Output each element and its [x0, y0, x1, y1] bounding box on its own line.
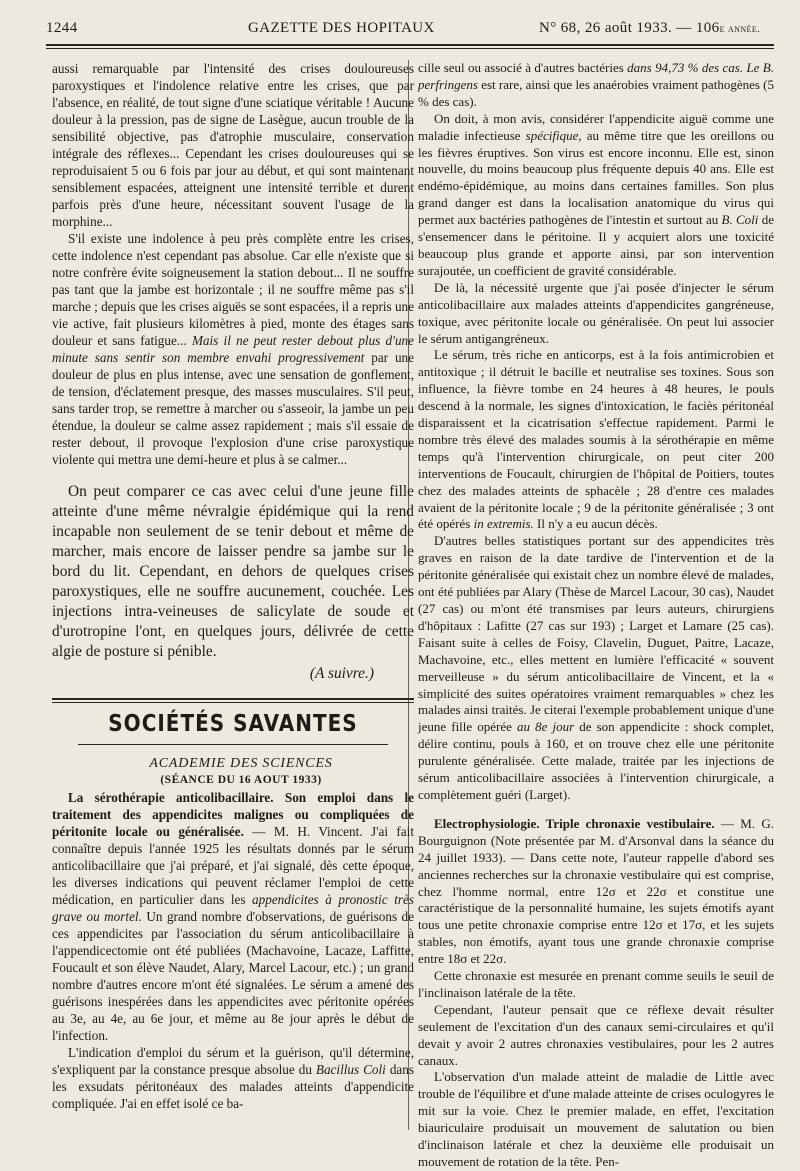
paragraph — [418, 60, 774, 111]
paragraph: Cependant, l'auteur pensait que ce réflexe devait résulter seulement de l'excitation d'un des canaux semi-circulaires et qu'il devait y avoir 2 autres chronaxies vestibulaires, pour les 2 autres canaux. — [418, 1001, 774, 1068]
right-column — [418, 60, 774, 1171]
text-run: S'il existe une indolence à peu près complète entre les crises, cette indolence n'est cependant pas absolue. Car elle n'existe que si notre confrère évite soigneusement la station debout... Il ne souffre pas tant que la jambe est horizontale ; il ne souffre même pas s'il marche ; depuis que les crises aiguës se sont espacées, il a repris une vie active, fait plusieurs kilomètres à pied, monte des étages sans douleur et sans fatigue... — [52, 231, 414, 348]
article-title: La sérothérapie anticolibacillaire. Son emploi dans le traitement des appendicites malignes ou compliquées de péritonite locale ou généralisée. — [52, 790, 414, 839]
italic-run: dans 94,73 % des cas. Le B. perfringens — [418, 60, 774, 92]
article-author: — M. H. Vincent. — [243, 824, 363, 839]
paragraph: De là, la nécessité urgente que j'ai posée d'injecter le sérum anticolibacillaire aux malades atteints d'appendicites gangréneuse, toxique, avec péritonite locale ou généralisée. On peut lui associer le sérum antigangréneux. — [418, 279, 774, 346]
issue-info — [539, 20, 760, 37]
text-run: Le sérum, très riche en anticorps, est à la fois antimicrobien et antitoxique ; il détruit le bacille et neutralise ses toxines. Sous son influence, la fièvre tombe en 24 heures à 48 heures, le pouls descend à la normale, les signes d'intoxication, le faciès péritonéal disparaissent et la cicatrisation s'effectue rapidement. Parmi le nombre très élevé des malades soumis à la sérothérapie en même temps qu'à l'intervention chirurgicale, on peut citer 200 interventions de Foucault, chirurgien de l'hôpital de Poitiers, toutes chez des malades atteints de sphacèle ; 28 d'entre ces malades avaient de la péritonite locale ; 9 de la péritonite généralisée ; 3 ont été opérés — [418, 347, 774, 532]
paragraph — [52, 789, 414, 1044]
header-rule-thin — [46, 48, 774, 49]
text-run: L'indication d'emploi du sérum et la guérison, qu'il détermine, s'expliquent par la constance presque absolue du — [52, 1045, 414, 1077]
paragraph — [52, 1044, 414, 1112]
italic-run: spécifique — [525, 127, 579, 143]
text-run: On doit, à mon avis, considérer l'appendicite aiguë comme une maladie infectieuse — [418, 110, 774, 143]
italic-run: B. Coli — [721, 212, 759, 228]
academy-rule — [78, 744, 388, 745]
issue-text: N° 68, 26 août 1933. — 106 — [539, 20, 720, 36]
issue-year-suffix: e année. — [719, 23, 761, 35]
to-follow-note: (A suivre.) — [309, 665, 374, 682]
text-run: de s'ensemencer dans le péritoine. Il y acquiert alors une toxicité beaucoup plus grande et apporte ainsi, par son intervention surajoutée, un coefficient de gravité considérable. — [418, 212, 774, 278]
text-run: cille seul ou associé à d'autres bactéries — [418, 60, 628, 75]
paragraph: Cette chronaxie est mesurée en prenant comme seuils le seuil de l'inclinaison latérale de la tête. — [418, 968, 774, 1000]
text-run: Il n'y a eu aucun décès. — [533, 516, 658, 532]
text-run: dans les exsudats péritonéaux des malades atteints d'appendicite compliquée. J'ai en effet isolé ce ba- — [52, 1062, 414, 1111]
page-header — [46, 20, 774, 42]
section-title: SOCIÉTÉS SAVANTES — [108, 709, 358, 737]
text-run: (Note présentée par M. d'Arsonval dans la séance du 24 juillet 1933). — Dans cette note, l'auteur rappelle d'abord ses anciennes recherches sur la chronaxie vestibulaire qui est comprise, chez l'homme normal, entre 12σ et 22σ et constitue une caractéristique de la personnalité humaine, les sujets émotifs ayant tous une petite chronaxie comprise entre 12σ et 17σ, et les sujets stables, non émotifs, ayant tous une grande chronaxie comprise entre 18σ et 22σ. — [418, 832, 774, 967]
italic-run: Mais il ne peut rester debout plus d'une minute sans sentir son membre envahi progressivement — [52, 333, 414, 365]
italic-run: au 8e jour — [517, 719, 575, 735]
section-rule — [52, 698, 414, 700]
paragraph — [52, 230, 414, 468]
page-number: 1244 — [46, 20, 78, 36]
paragraph-large: On peut comparer ce cas avec celui d'une jeune fille atteinte d'une même névralgie épidémique qui la rend incapable non seulement de se tenir debout et même de marcher, mais encore de laisser pendre sa jambe sur le bord du lit. Cependant, en dehors de quelques crises paroxystiques, elle ne souffre aucunement, couchée. Les injections intra-veineuses de salicylate de soude et d'urotropine l'ont, en quelques jours, délivrée de cette algie de posture si pénible. — [52, 483, 414, 660]
text-run: par une douleur de plus en plus intense, avec une sensation de gonflement, de tension, d'éclatement presque, des masses musculaires. S'il peut, sans tarder trop, se remettre à marcher ou s'asseoir, la jambe un peu étendue, la douleur se calme assez rapidement ; mais s'il essaie de rester debout, il provoque l'explosion d'une crise paroxystique violente qui mettra une demi-heure et plus à se calmer... — [52, 350, 414, 467]
paragraph — [418, 347, 774, 533]
italic-run: in extremis. — [473, 516, 534, 532]
paragraph: aussi remarquable par l'intensité des crises douloureuses paroxystiques et l'indolence relative entre les crises, que par l'absence, en réalité, de tout signe d'une sciatique véritable ! Aucune douleur à la pression, pas de signe de Lasègue, aucun trouble de la sensibilité objective, pas d'atrophie musculaire, conservation intégrale des réflexes... Cependant les crises douloureuses qui se reproduisaient 5 ou 6 fois par jour au début, et qui sont maintenant sensiblement espacées, atteignent une intensité terrible et durent parfois près d'une heure, nécessitant souvent l'usage de la morphine... — [52, 61, 414, 229]
paragraph — [418, 533, 774, 804]
section-rule-thin — [52, 702, 414, 703]
text-run: , au même titre que les oreillons ou les fièvres éruptives. Son virus est encore inconnu. Elle est, sinon nouvelle, du moins beaucoup plus fréquente depuis 40 ans. Elle est endémo-épidémique, au moins dans certaines familles. Son plus grand danger est dans la localisation anatomique du virus qui permet aux bactéries pathogènes de l'intestin et surtout au — [418, 127, 774, 228]
text-run: est rare, ainsi que les anaérobies vraiment pathogènes (5 % des cas). — [418, 76, 774, 109]
article-author: — M. G. Bourguignon — [418, 815, 775, 848]
text-run: J'ai fait connaître depuis l'année 1925 les résultats donnés par le sérum anticolibacillaire que j'ai préparé, et j'ai signalé, dès cette époque, les diverses indications qui peuvent réclamer l'emploi de cette médication, en particulier dans les — [52, 824, 414, 907]
text-run: Un grand nombre d'observations, de guérisons de ces appendicites par l'association du sérum anticolibacillaire à l'appendicectomie ont été publiées (Machavoine, Lacaze, Laffitte, Foucault et son élève Naudet, Alary, Marcel Lacour, etc.) ; un grand nombre d'autres encore m'ont été signalées. Le sérum a amené des guérisons inespérées dans les appendicites avec péritonite opérées au 3e, au 4e, au 6e jour, et même au 8e jour après le début de l'infection. — [52, 909, 414, 1043]
text-run: de son appendicite : shock complet, délire continu, pouls à 160, et on trouve chez elle une péritonite purulente généralisée. Cette malade, traitée par les injections de sérum anticolibacillaire associées à l'intervention chirurgicale, a complètement guéri (Larget). — [418, 719, 774, 802]
journal-title: GAZETTE DES HOPITAUX — [248, 20, 435, 36]
article-title: Electrophysiologie. Triple chronaxie vestibulaire. — [434, 815, 715, 831]
session-date: (SÉANCE DU 16 AOUT 1933) — [160, 774, 322, 786]
italic-run: appendicites à pronostic très grave ou mortel. — [52, 892, 415, 924]
academy-heading: ACADEMIE DES SCIENCES — [149, 756, 333, 771]
header-rule-thick — [46, 44, 774, 46]
left-column — [52, 60, 414, 1112]
italic-run: Bacillus Coli — [315, 1062, 386, 1077]
paragraph — [418, 111, 774, 280]
text-run: D'autres belles statistiques portant sur des appendicites très graves en raison de la date tardive de l'intervention et de la péritonite généralisée qui existait chez un nombre élevé de malades, ont été publiées par Alary (Thèse de Marcel Lacour, 30 cas), Naudet (27 cas) ou m'ont été transmises par leurs auteurs, chirurgiens d'hôpitaux : Lafitte (27 cas sur 193) ; Larget et Lamare (25 cas). Faisant suite à celles de Foisy, Clavelin, Duguet, Paitre, Lacaze, Machavoine, etc., elles mettent en lumière l'efficacité « souvent merveilleuse » du sérum anticolibacillaire de Vincent, et la « simplicité des suites opératoires vraiment remarquables » chez les malades ainsi traités. Je citerai l'exemple probablement unique d'une jeune fille opérée — [418, 533, 774, 735]
paragraph — [418, 816, 774, 968]
paragraph: L'observation d'un malade atteint de maladie de Little avec trouble de l'équilibre et d'une malade atteinte de crises oculogyres le mit sur la voie. Chez le premier malade, en effet, l'excitation biauriculaire produisait un mouvement de salutation ou bien d'inclinaison latérale et chez la deuxième elle produisait un mouvement de rotation de la tête. Pen- — [418, 1069, 774, 1169]
